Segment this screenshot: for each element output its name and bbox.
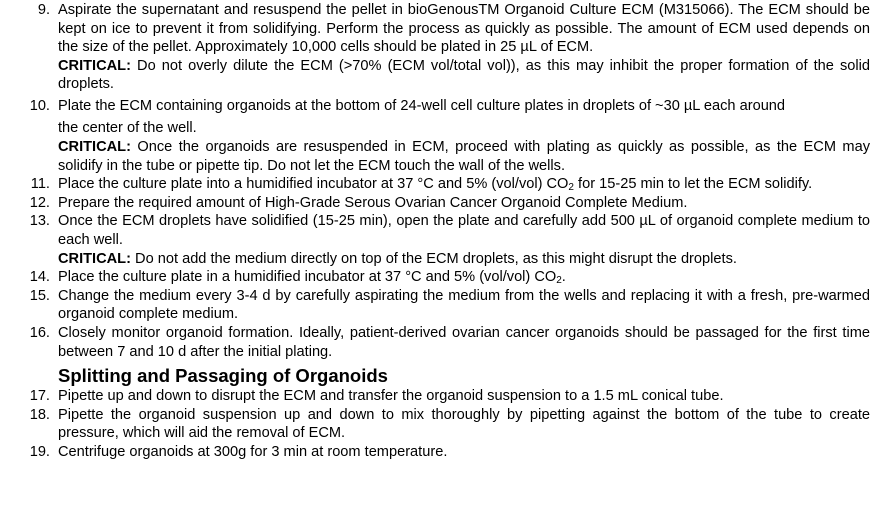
critical-label: CRITICAL: [58, 138, 131, 155]
step-text-line1: Plate the ECM containing organoids at the bottom of 24-well cell culture plates in droplets of ~30 µL each around [58, 97, 786, 114]
subscript: 2 [556, 275, 562, 287]
critical-note [58, 138, 870, 175]
step-text: Once the ECM droplets have solidified (15-25 min), open the plate and carefully add 500 µL of organoid complete medium to each well. [58, 213, 870, 248]
step-text-a: Place the culture plate in a humidified incubator at 37 °C and 5% (vol/vol) CO [58, 269, 557, 286]
steps-list-part2 [0, 387, 894, 461]
step-16 [0, 324, 894, 361]
step-text-b: . [561, 269, 566, 286]
step-12 [0, 194, 894, 213]
step-number: 15. [29, 287, 50, 304]
step-text: Aspirate the supernatant and resuspend the pellet in bioGenousTM Organoid Culture ECM (M315066). The ECM should be kept on ice to prevent it from solidifying. Perform the process as quickly as possible. The amount of ECM used depends on the size of the pellet. Approximately 10,000 cells should be plated in 25 µL of ECM. [58, 2, 870, 56]
step-text: Pipette the organoid suspension up and down to mix thoroughly by pipetting against the bottom of the tube to create pressure, which will aid the removal of ECM. [58, 406, 870, 442]
step-text: Closely monitor organoid formation. Ideally, patient-derived ovarian cancer organoids should be passaged for the first time between 7 and 10 d after the initial plating. [58, 324, 870, 360]
step-number: 9. [37, 2, 50, 18]
step-number: 10. [29, 97, 50, 114]
step-number: 14. [29, 269, 50, 286]
step-10 [0, 94, 894, 175]
step-text: Prepare the required amount of High-Grade Serous Ovarian Cancer Organoid Complete Medium. [58, 194, 688, 211]
step-text: Change the medium every 3-4 d by carefully aspirating the medium from the wells and replacing it with a fresh, pre-warmed organoid complete medium. [58, 287, 870, 323]
step-text-line2: the center of the well. [58, 119, 197, 136]
critical-label: CRITICAL: [58, 250, 131, 267]
step-text-a: Place the culture plate into a humidified incubator at 37 °C and 5% (vol/vol) CO [58, 176, 569, 193]
protocol-page [0, 1, 894, 511]
step-14 [0, 268, 894, 287]
critical-label: CRITICAL: [58, 57, 131, 74]
critical-text: Once the organoids are resuspended in ECM, proceed with plating as quickly as possible, as the ECM may solidify in the tube or pipette tip. Do not let the ECM touch the wall of the wells. [58, 138, 870, 174]
step-13 [0, 212, 894, 268]
steps-list-part1 [0, 1, 894, 361]
step-text-b: for 15-25 min to let the ECM solidify. [573, 176, 813, 193]
critical-text: Do not add the medium directly on top of the ECM droplets, as this might disrupt the droplets. [130, 250, 737, 267]
step-number: 11. [30, 176, 50, 193]
critical-note [58, 57, 870, 94]
step-number: 17. [29, 388, 50, 405]
subscript: 2 [568, 182, 574, 194]
step-17 [0, 387, 894, 406]
step-11 [0, 175, 894, 194]
step-number: 16. [29, 324, 50, 341]
step-text: Centrifuge organoids at 300g for 3 min at room temperature. [58, 443, 448, 460]
step-text: Pipette up and down to disrupt the ECM and transfer the organoid suspension to a 1.5 mL conical tube. [58, 388, 724, 405]
step-number: 19. [29, 443, 50, 460]
step-9 [0, 1, 894, 94]
step-19 [0, 443, 894, 462]
step-18 [0, 406, 894, 443]
section-heading: Splitting and Passaging of Organoids [58, 365, 388, 387]
critical-text: Do not overly dilute the ECM (>70% (ECM vol/total vol)), as this may inhibit the proper formation of the solid droplets. [58, 57, 870, 93]
step-number: 12. [29, 194, 50, 211]
step-number: 18. [29, 406, 50, 423]
step-number: 13. [29, 213, 50, 230]
critical-note [58, 250, 870, 269]
step-15 [0, 287, 894, 324]
